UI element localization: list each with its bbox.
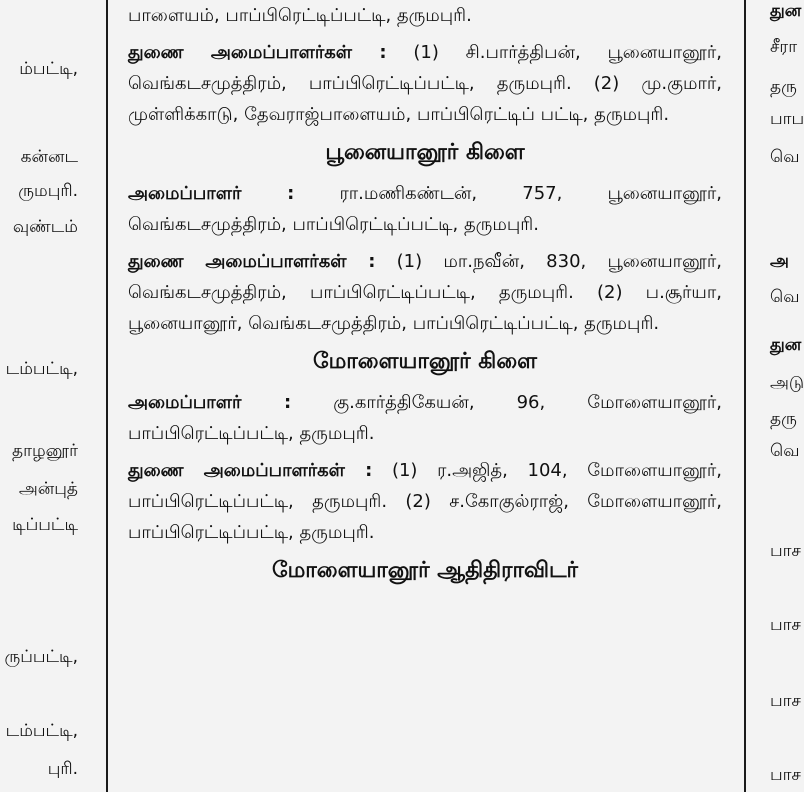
deputy-organizers-label: துணை அமைப்பாளர்கள் :	[128, 460, 373, 481]
right-fragment: சீரா	[770, 37, 798, 57]
right-fragment: தரு	[770, 77, 797, 97]
deputy-organizers-label: துணை அமைப்பாளர்கள் :	[128, 251, 376, 272]
right-column-rule	[744, 0, 746, 792]
right-fragment: தரு	[770, 409, 797, 429]
deputy-organizers-label: துணை அமைப்பாளர்கள் :	[128, 42, 387, 63]
branch-heading: பூனையானூர் கிளை	[325, 140, 525, 165]
main-column	[128, 0, 722, 792]
left-fragment: வுண்டம்	[12, 217, 78, 237]
left-fragment: டம்பட்டி,	[5, 359, 78, 379]
deputy-organizers-text: (1) ர.அஜித், 104, மோளையானூர், பாப்பிரெட்டிப்பட்டி, தருமபுரி. (2) ச.கோகுல்ராஜ், மோளையானூர், பாப்பிரெட்டிப்பட்டி, தருமபுரி.	[128, 460, 722, 543]
deputy-organizers-paragraph	[128, 246, 722, 339]
left-fragment: டிப்பட்டி	[12, 515, 78, 535]
right-fragment: வெ	[770, 147, 800, 167]
left-fragment: அன்புத்	[18, 479, 78, 499]
left-fragment: புரி.	[47, 759, 78, 779]
top-cut-line: பாளையம், பாப்பிரெட்டிப்பட்டி, தருமபுரி.	[128, 5, 472, 26]
right-fragment: பாச	[770, 615, 801, 635]
deputy-organizers-text: (1) சி.பார்த்திபன், பூனையானூர், வெங்கடசமுத்திரம், பாப்பிரெட்டிப்பட்டி, தருமபுரி. (2) மு.குமார், முள்ளிக்காடு, தேவராஜ்பாளையம், பாப்பிரெட்டிப் பட்டி, தருமபுரி.	[128, 42, 722, 125]
right-fragment: பாப	[770, 109, 804, 129]
right-fragment: பாச	[770, 541, 801, 561]
left-fragment: கன்னட	[20, 147, 78, 167]
right-fragment: வெ	[770, 441, 800, 461]
right-fragment: பாச	[770, 765, 801, 785]
organizer-text: கு.கார்த்திகேயன், 96, மோளையானூர், பாப்பிரெட்டிப்பட்டி, தருமபுரி.	[128, 392, 723, 444]
left-fragment: டம்பட்டி,	[5, 721, 78, 741]
organizer-paragraph	[128, 387, 722, 449]
left-fragment: ருமபுரி.	[18, 181, 78, 201]
organizer-label: அமைப்பாளர் :	[128, 183, 295, 204]
right-fragment: அ	[770, 251, 789, 271]
left-column-rule	[106, 0, 108, 792]
deputy-organizers-paragraph	[128, 37, 722, 130]
branch-heading: மோளையானூர் கிளை	[312, 349, 537, 374]
right-fragment: துன	[770, 335, 802, 355]
right-fragment: வெ	[770, 287, 800, 307]
organizer-text: ரா.மணிகண்டன், 757, பூனையானூர், வெங்கடசமுத்திரம், பாப்பிரெட்டிப்பட்டி, தருமபுரி.	[128, 183, 723, 235]
right-fragment: பாச	[770, 691, 801, 711]
organizer-label: அமைப்பாளர் :	[128, 392, 292, 413]
right-fragment: அடு	[770, 373, 804, 393]
branch-heading: மோளையானூர் ஆதிதிராவிடர்	[271, 558, 579, 583]
organizer-paragraph	[128, 178, 722, 240]
left-fragment: ம்பட்டி,	[19, 59, 78, 79]
right-fragment: துன	[770, 1, 802, 21]
deputy-organizers-paragraph	[128, 455, 722, 548]
left-fragment: தாழனூர்	[12, 441, 78, 461]
left-fragment: ருப்பட்டி,	[4, 647, 78, 667]
deputy-organizers-text: (1) மா.நவீன், 830, பூனையானூர், வெங்கடசமுத்திரம், பாப்பிரெட்டிப்பட்டி, தருமபுரி. (2) ப.சூர்யா, பூனையானூர், வெங்கடசமுத்திரம், பாப்பிரெட்டிப்பட்டி, தருமபுரி.	[128, 251, 722, 334]
